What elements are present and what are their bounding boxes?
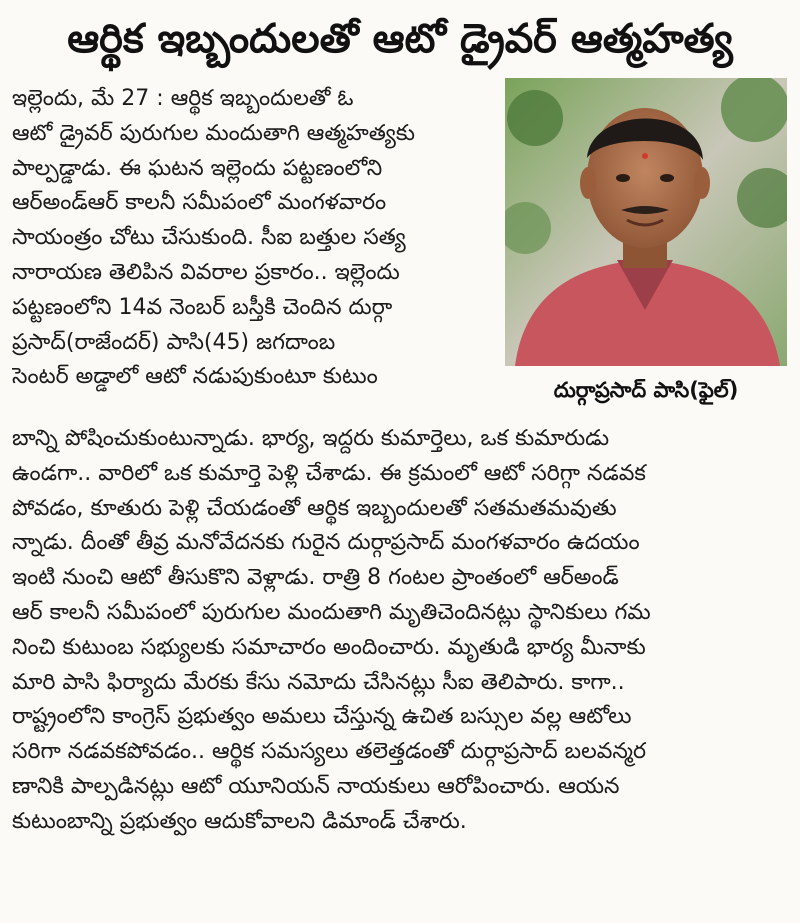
article-line: పోవడం, కూతురు పెళ్లి చేయడంతో ఆర్థిక ఇబ్బందులతో సతమతమవుతు xyxy=(12,495,617,521)
article-line: కుటుంబాన్ని ప్రభుత్వం ఆదుకోవాలని డిమాండ్ చేశారు. xyxy=(12,808,467,834)
article-line: నించి కుటుంబ సభ్యులకు సమాచారం అందించారు. మృతుడి భార్య మీనాకు xyxy=(12,634,646,660)
article-line: ఇల్లెందు, మే 27 : ఆర్థిక ఇబ్బందులతో ఓ xyxy=(12,86,354,111)
article-line: పట్టణంలోని 14వ నెంబర్ బస్తీకి చెందిన దుర్గా xyxy=(12,294,393,320)
article-line: సాయంత్రం చోటు చేసుకుంది. సీఐ బత్తుల సత్య xyxy=(12,225,406,251)
article-column-full xyxy=(12,422,788,840)
article-line: ప్రసాద్(రాజేందర్) పాసి(45) జగదాంబ xyxy=(12,329,336,355)
article-line: రాష్ట్రంలోని కాంగ్రెస్ ప్రభుత్వం అమలు చేస్తున్న ఉచిత బస్సుల వల్ల ఆటోలు xyxy=(12,704,632,730)
article-line: నారాయణ తెలిపిన వివరాల ప్రకారం.. ఇల్లెందు xyxy=(12,259,400,285)
article-line: పాల్పడ్డాడు. ఈ ఘటన ఇల్లెందు పట్టణంలోని xyxy=(12,155,383,181)
portrait-photo xyxy=(505,78,787,366)
article-line: న్నాడు. దీంతో తీవ్ర మనోవేదనకు గురైన దుర్గాప్రసాద్ మంగళవారం ఉదయం xyxy=(12,530,640,556)
article-line: ఉండగా.. వారిలో ఒక కుమార్తె పెళ్లి చేశాడు. ఈ క్రమంలో ఆటో సరిగ్గా నడవక xyxy=(12,460,646,486)
article-line: ఆర్అండ్ఆర్ కాలనీ సమీపంలో మంగళవారం xyxy=(12,190,387,216)
article-line: ఆర్ కాలనీ సమీపంలో పురుగుల మందుతాగి మృతిచెందినట్లు స్థానికులు గమ xyxy=(12,599,651,625)
article-line: బాన్ని పోషించుకుంటున్నాడు. భార్య, ఇద్దరు కుమార్తెలు, ఒక కుమారుడు xyxy=(12,426,610,451)
article-line: ఇంటి నుంచి ఆటో తీసుకొని వెళ్లాడు. రాత్రి 8 గంటల ప్రాంతంలో ఆర్అండ్ xyxy=(12,565,619,591)
article-line: ణానికి పాల్పడినట్లు ఆటో యూనియన్ నాయకులు ఆరోపించారు. ఆయన xyxy=(12,773,620,799)
article-line: సరిగా నడవకపోవడం.. ఆర్థిక సమస్యలు తలెత్తడంతో దుర్గాప్రసాద్ బలవన్మర xyxy=(12,739,647,765)
photo-caption: దుర్గాప్రసాద్ పాసి(ఫైల్) xyxy=(553,378,739,402)
portrait-image xyxy=(505,78,787,366)
headline: ఆర్థిక ఇబ్బందులతో ఆటో డ్రైవర్ ఆత్మహత్య xyxy=(67,16,733,62)
article-column-left xyxy=(12,82,500,395)
article-line: సెంటర్ అడ్డాలో ఆటో నడుపుకుంటూ కుటుం xyxy=(12,364,378,390)
article-line: మారి పాసి ఫిర్యాదు మేరకు కేసు నమోదు చేసినట్లు సీఐ తెలిపారు. కాగా.. xyxy=(12,669,625,695)
article-line: ఆటో డ్రైవర్ పురుగుల మందుతాగి ఆత్మహత్యకు xyxy=(12,120,415,146)
